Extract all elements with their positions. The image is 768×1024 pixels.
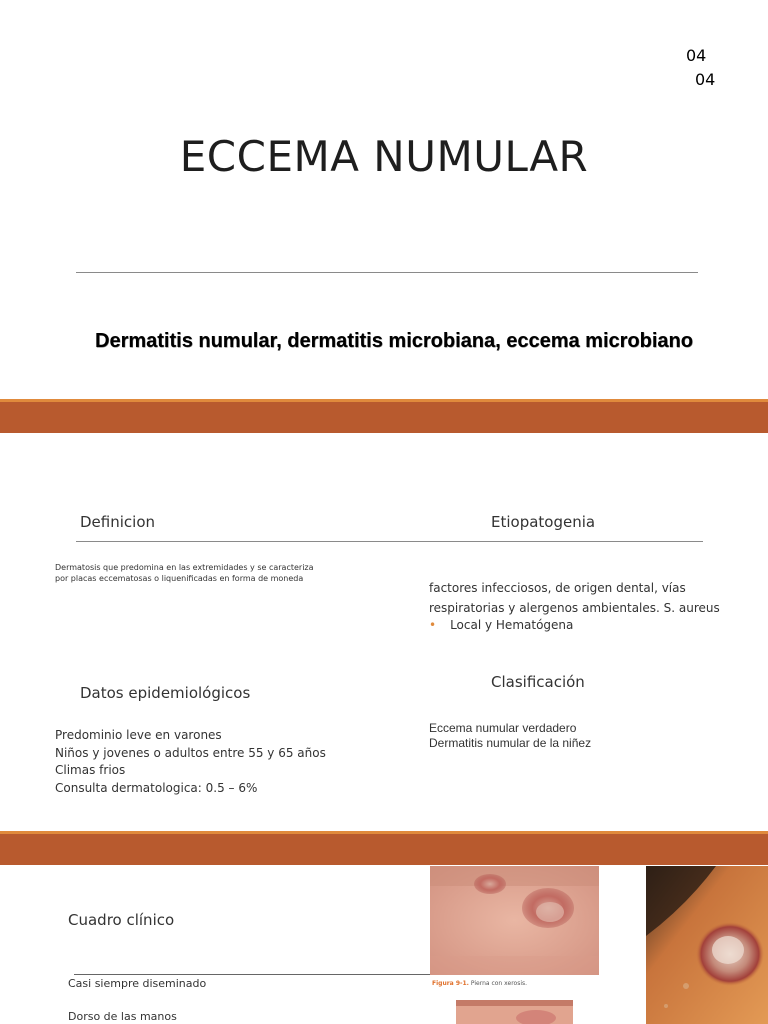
slide-separator <box>0 402 768 433</box>
figure-caption: Figura 9-1. Pierna con xerosis. <box>432 980 528 987</box>
list-item: Dorso de las manos <box>68 1010 177 1023</box>
list-item: Consulta dermatologica: 0.5 – 6% <box>55 780 258 795</box>
slide-separator <box>0 834 768 865</box>
list-item: Casi siempre diseminado <box>68 977 207 990</box>
list-item: Eccema numular verdadero <box>429 721 577 735</box>
clinical-photo-closeup <box>646 866 768 1024</box>
list-item: Climas frios <box>55 763 126 777</box>
divider <box>76 272 698 273</box>
photo-image <box>646 866 768 1024</box>
etiopatogenia-text: factores infecciosos, de origen dental, vías <box>429 581 686 595</box>
clasificacion-list <box>429 721 591 751</box>
clinical-photo-leg <box>430 866 599 975</box>
list-item: • Local y Hematógena <box>429 618 574 632</box>
slide-number: 04 <box>686 46 707 65</box>
bullet-icon: • <box>429 618 437 632</box>
list-item: Predominio leve en varones <box>55 728 222 742</box>
clinical-photo-hand <box>456 1000 573 1024</box>
photo-image <box>456 1000 573 1024</box>
divider <box>76 541 703 542</box>
clasificacion-heading: Clasificación <box>491 673 585 691</box>
definicion-text: Dermatosis que predomina en las extremidades y se caracteriza por placas eccematosas o liquenificadas en forma de moneda <box>55 563 314 583</box>
list-item: Dermatitis numular de la niñez <box>429 736 592 750</box>
photo-image <box>430 866 599 975</box>
list-item: Niños y jovenes o adultos entre 55 y 65 años <box>55 745 326 760</box>
epidemiologia-heading: Datos epidemiológicos <box>80 684 251 702</box>
etiopatogenia-heading: Etiopatogenia <box>491 513 596 531</box>
slide-number: 04 <box>695 70 716 89</box>
page-title: ECCEMA NUMULAR <box>179 132 589 181</box>
definicion-heading: Definicion <box>80 513 155 531</box>
subtitle: Dermatitis numular, dermatitis microbiana, eccema microbiano <box>95 330 693 352</box>
divider <box>74 974 430 975</box>
epidemiologia-list <box>55 727 326 797</box>
cuadro-clinico-heading: Cuadro clínico <box>68 911 175 929</box>
etiopatogenia-text: respiratorias y alergenos ambientales. S. aureus <box>429 601 720 615</box>
